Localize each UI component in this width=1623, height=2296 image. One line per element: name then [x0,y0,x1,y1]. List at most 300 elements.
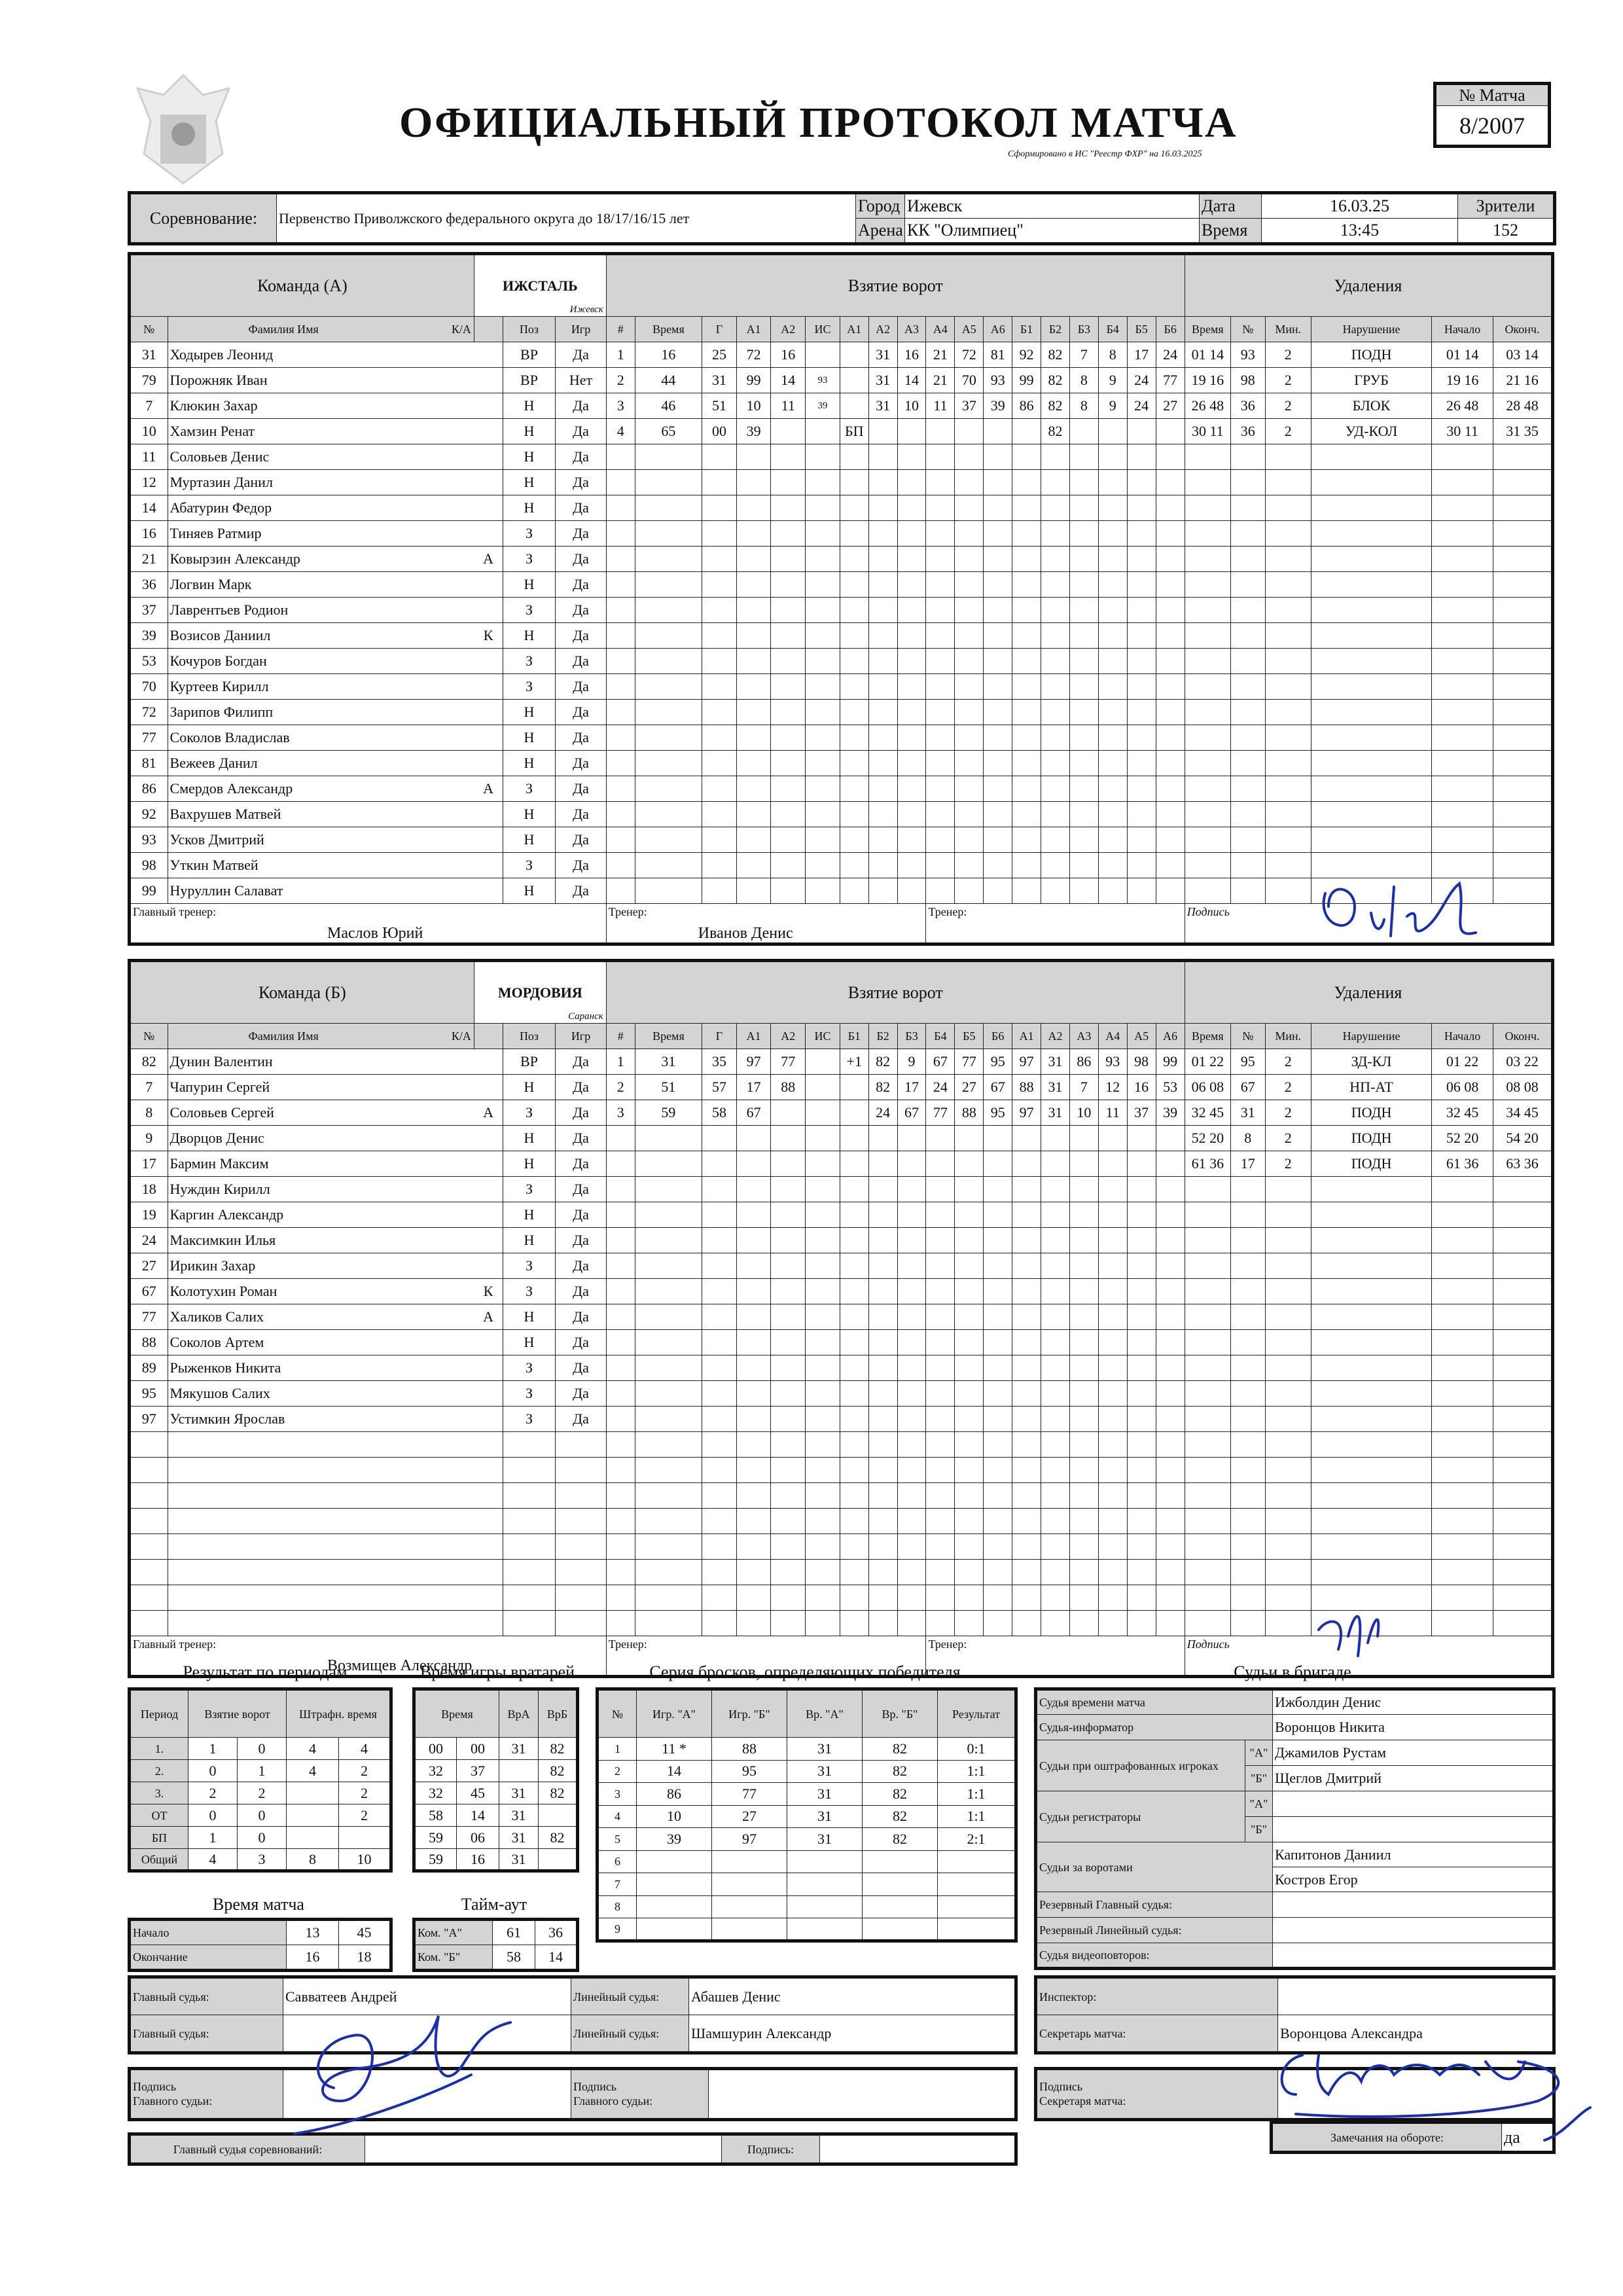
team-b-player-pos: З [503,1177,555,1202]
team-b-player-ka [474,1151,503,1177]
gk-cell: 82 [539,1782,578,1804]
timeout-table [412,1918,579,1972]
period-cell: 2 [339,1782,391,1804]
secretary-signature [1257,2036,1597,2153]
team-a-player-ka [474,419,503,444]
shootout-cell [787,1873,863,1896]
team-b-player-number: 18 [130,1177,168,1202]
team-a-player-igr: Да [556,572,607,598]
team-b-goal-cell: 31 [1041,1075,1070,1100]
match-end-h: 16 [287,1945,339,1971]
period-cell: Общий [130,1849,188,1871]
period-cell: 2. [130,1760,188,1782]
team-a-player-ka [474,521,503,547]
team-b-goal-cell: 7 [1069,1075,1098,1100]
team-a-player-name: Лаврентьев Родион [169,601,289,618]
team-b-player-igr: Да [556,1253,607,1279]
team-a-signature [1309,867,1505,952]
goal-judge-2: Костров Егор [1273,1867,1554,1892]
team-a-col-g-a2: А2 [771,317,806,342]
team-a-goal-cell: 21 [926,368,955,393]
team-b-pen-violation: ПОДН [1311,1126,1431,1151]
team-a-goal-cell [771,419,806,444]
team-b-goal-cell: 98 [1127,1049,1156,1075]
team-a-pen-minutes: 2 [1265,342,1311,368]
team-b-goal-cell: 93 [1098,1049,1127,1075]
team-a-player-ka [474,368,503,393]
line-ref-1: Абашев Денис [689,1977,1016,2015]
team-b-player-number: 89 [130,1355,168,1381]
team-b-goal-cell: 88 [955,1100,984,1126]
team-a-player-igr: Да [556,393,607,419]
team-b-goal-cell: 97 [736,1049,771,1075]
team-a-player-igr: Да [556,495,607,521]
team-a-goal-cell: 11 [771,393,806,419]
secretary-label: Секретарь матча: [1036,2015,1278,2053]
team-a-pen-violation: ГРУБ [1311,368,1431,393]
shootout-cell [712,1895,787,1918]
shootout-cell: 82 [863,1828,938,1851]
team-a-player-ka [474,674,503,700]
team-a-player-name: Абатурин Федор [169,499,272,516]
info-table [128,191,1556,245]
spectators-label: Зрители [1458,193,1555,219]
team-a-player-igr: Да [556,444,607,470]
shootout-cell: 82 [863,1738,938,1761]
team-b-player-number: 97 [130,1407,168,1432]
notes-label: Замечания на обороте: [1272,2123,1502,2153]
shootout-cell [637,1873,712,1896]
team-b-pen-player: 67 [1230,1075,1265,1100]
team-b-player-name: Соколов Артем [169,1334,264,1350]
team-a-player-number: 10 [130,419,168,444]
team-a-pen-player: 36 [1230,419,1265,444]
team-b-goal-cell: 88 [1012,1075,1041,1100]
team-a-player-pos: ВР [503,368,555,393]
informer-label: Судья-информатор [1036,1715,1273,1740]
shootout-cell [938,1895,1016,1918]
main-ref2-label: Главный судья: [130,2015,283,2053]
team-a-goals-title: Взятие ворот [606,254,1185,317]
gk-cell: 59 [414,1827,457,1849]
team-a-goal-cell: 39 [984,393,1012,419]
period-cell: 8 [287,1849,339,1871]
team-b-pen-start: 01 22 [1432,1049,1493,1075]
team-a-goal-cell: 8 [1069,393,1098,419]
team-b-player-pos: Н [503,1151,555,1177]
video-ref-label: Судья видеоповторов: [1036,1943,1273,1969]
goal-judge-1: Капитонов Даниил [1273,1842,1554,1867]
team-a-goal-cell [926,419,955,444]
team-b-pen-violation: ПОДН [1311,1151,1431,1177]
team-a-goal-cell: 16 [635,342,702,368]
shootout-cell [938,1850,1016,1873]
timeout-b-label: Ком. "Б" [414,1945,493,1971]
period-cell [339,1827,391,1849]
team-b-player-igr: Да [556,1407,607,1432]
sig-main-b-label-1: Подпись [573,2079,617,2093]
penbox-label: Судьи при оштрафованных игроках [1036,1740,1245,1791]
shootout-cell: 3 [597,1783,637,1806]
team-b-player-number: 77 [130,1304,168,1330]
team-a-goal-cell: 81 [984,342,1012,368]
shootout-cell [863,1873,938,1896]
team-b-player-ka [474,1253,503,1279]
team-b-col-on-own-5: Б5 [955,1024,984,1049]
team-a-goal-cell: 00 [702,419,737,444]
team-b-player-ka [474,1177,503,1202]
team-a-pen-end: 21 16 [1493,368,1552,393]
period-cell [287,1782,339,1804]
goalie-time-table [412,1687,579,1873]
team-a-goal-cell: 39 [736,419,771,444]
team-b-goal-cell: 11 [1098,1100,1127,1126]
reg-b-tag: "Б" [1245,1817,1273,1842]
team-b-pen-violation: НП-АТ [1311,1075,1431,1100]
date-label: Дата [1200,193,1262,219]
team-b-player-igr: Да [556,1381,607,1407]
team-b-player-number: 8 [130,1100,168,1126]
shootout-cell: 1:1 [938,1760,1016,1783]
team-b-goal-cell: 27 [955,1075,984,1100]
time-value: 13:45 [1262,219,1458,244]
team-a-player-number: 12 [130,470,168,495]
team-a-col-on-opp-2: Б2 [1041,317,1070,342]
period-cell: 0 [188,1804,238,1827]
team-a-goal-cell: 99 [1012,368,1041,393]
team-b-pen-start: 32 45 [1432,1100,1493,1126]
gk-cell: 37 [457,1760,499,1782]
periods-h-goals: Взятие ворот [188,1689,287,1738]
team-a-player-igr: Да [556,342,607,368]
team-a-goal-cell: 24 [1127,368,1156,393]
shootout-h: № [597,1689,637,1738]
team-b-player-ka [474,1407,503,1432]
periods-title: Результат по периодам [183,1662,348,1681]
shootout-cell: 7 [597,1873,637,1896]
team-a-goal-cell: БП [840,419,868,444]
team-a-player-name: Вежеев Данил [169,755,258,771]
period-cell: 4 [287,1760,339,1782]
team-b-pen-player: 31 [1230,1100,1265,1126]
team-a-player-ka [474,572,503,598]
team-a-player-ka [474,827,503,853]
team-b-goal-cell: 31 [635,1049,702,1075]
gk-cell: 06 [457,1827,499,1849]
team-a-goal-cell: 77 [1156,368,1185,393]
team-a-trainer2-label: Тренер: [928,905,967,918]
team-b-player-number: 88 [130,1330,168,1355]
main-referee-signature [288,2003,524,2147]
team-b-player-number: 7 [130,1075,168,1100]
period-cell: 2 [339,1760,391,1782]
team-b-pen-time: 61 36 [1185,1151,1230,1177]
gk-cell: 82 [539,1738,578,1760]
team-a-player-pos: Н [503,572,555,598]
shootout-cell [863,1918,938,1941]
team-b-col-g-time: Время [635,1024,702,1049]
team-b-goal-cell: 59 [635,1100,702,1126]
team-a-pen-player: 98 [1230,368,1265,393]
gk-cell: 31 [499,1738,539,1760]
team-b-sign-label: Подпись [1186,1638,1230,1651]
team-b-player-number: 24 [130,1228,168,1253]
shootout-cell: 10 [637,1805,712,1828]
team-b-col-on-own-3: Б3 [897,1024,926,1049]
notes-value: да [1502,2123,1554,2153]
team-b-goal-cell [840,1100,868,1126]
team-a-col-on-own-1: А1 [840,317,868,342]
shootout-cell: 1:1 [938,1805,1016,1828]
team-a-player-number: 21 [130,547,168,572]
period-cell: 4 [188,1849,238,1871]
date-value: 16.03.25 [1262,193,1458,219]
team-a-player-igr: Да [556,623,607,649]
team-b-goal-cell: 24 [926,1075,955,1100]
shootout-cell: 5 [597,1828,637,1851]
match-time-title: Время матча [213,1895,304,1914]
team-a-sign-label: Подпись [1186,905,1230,918]
team-b-player-pos: ВР [503,1049,555,1075]
team-b-pen-violation: ПОДН [1311,1100,1431,1126]
team-b-player-ka [474,1330,503,1355]
period-cell: 4 [339,1738,391,1760]
team-b-col-g-a2: А2 [771,1024,806,1049]
team-a-goal-cell: 17 [1127,342,1156,368]
team-b-player-igr: Да [556,1151,607,1177]
team-a-player-number: 86 [130,776,168,802]
sig-sec-label-1: Подпись [1039,2079,1083,2093]
team-b-player-ka [474,1126,503,1151]
team-b-goal-cell: 10 [1069,1100,1098,1126]
team-a-goal-cell: 14 [771,368,806,393]
main-ref-label: Главный судья: [130,1977,283,2015]
team-b-pen-player: 95 [1230,1049,1265,1075]
team-a-col-on-opp-4: Б4 [1098,317,1127,342]
team-a-player-pos: Н [503,827,555,853]
team-b-goal-cell: 31 [1041,1100,1070,1126]
team-a-goal-cell: 51 [702,393,737,419]
timeout-b-s: 14 [535,1945,578,1971]
team-a-col-g-g: Г [702,317,737,342]
shootout-cell [787,1850,863,1873]
team-a-goal-cell: 93 [984,368,1012,393]
team-a-col-pos: Поз [503,317,555,342]
team-a-player-pos: З [503,547,555,572]
team-b-goal-cell [840,1075,868,1100]
team-a-player-name: Вахрушев Матвей [169,806,281,822]
period-cell: 1 [188,1738,238,1760]
penbox-b: Щеглов Дмитрий [1273,1766,1554,1791]
team-b-col-pos: Поз [503,1024,555,1049]
team-a-col-g-is: ИС [806,317,840,342]
team-a-goal-cell: 31 [868,368,897,393]
team-a-player-name: Порожняк Иван [169,372,268,388]
sig-main-label-1: Подпись [133,2079,177,2093]
goalie-time-title: Время игры вратарей [419,1662,575,1681]
team-b-player-igr: Да [556,1228,607,1253]
team-b-player-name: Дворцов Денис [169,1130,264,1146]
team-b-goal-cell: 2 [606,1075,635,1100]
shootout-cell: 31 [787,1760,863,1783]
team-a-player-pos: Н [503,470,555,495]
team-b-table [128,959,1554,1678]
team-b-goal-cell: 35 [702,1049,737,1075]
period-cell: 1 [188,1827,238,1849]
match-end-m: 18 [339,1945,391,1971]
team-b-player-name: Бармин Максим [169,1155,269,1172]
team-a-player-ka [474,725,503,751]
team-b-col-ka: К/А [451,1030,471,1043]
team-a-player-number: 99 [130,878,168,904]
team-a-player-igr: Да [556,878,607,904]
team-a-goal-cell: 2 [606,368,635,393]
line-ref-2: Шамшурин Александр [689,2015,1016,2053]
match-start-label: Начало [130,1920,287,1945]
team-a-pen-minutes: 2 [1265,419,1311,444]
team-b-player-ka [474,1049,503,1075]
team-a-player-ka [474,878,503,904]
secretary: Воронцова Александра [1278,2015,1554,2053]
team-b-goal-cell: 31 [1041,1049,1070,1075]
team-a-player-ka: К [474,623,503,649]
team-b-player-igr: Да [556,1100,607,1126]
team-a-col-on-opp-3: Б3 [1069,317,1098,342]
team-a-player-igr: Да [556,470,607,495]
team-a-player-name: Логвин Марк [169,576,252,592]
team-b-player-igr: Да [556,1304,607,1330]
team-a-player-number: 53 [130,649,168,674]
team-a-player-name: Нуруллин Салават [169,882,283,899]
team-a-player-number: 37 [130,598,168,623]
team-a-player-ka [474,598,503,623]
team-b-pen-end: 63 36 [1493,1151,1552,1177]
team-a-player-igr: Да [556,776,607,802]
period-cell: 1 [238,1760,287,1782]
match-start-h: 13 [287,1920,339,1945]
timekeeper: Ижболдин Денис [1273,1689,1554,1715]
team-a-col-ka: К/А [451,323,471,336]
team-a-goal-cell [897,419,926,444]
team-a-goal-cell: 8 [1069,368,1098,393]
period-cell: 0 [238,1804,287,1827]
shootout-h: Вр. "А" [787,1689,863,1738]
team-b-col-g-a1: А1 [736,1024,771,1049]
team-a-goal-cell: 99 [736,368,771,393]
team-a-pen-start: 26 48 [1432,393,1493,419]
team-a-goal-cell: 82 [1041,393,1070,419]
team-b-player-number: 82 [130,1049,168,1075]
team-b-col-on-own-1: Б1 [840,1024,868,1049]
line-ref2-label: Линейный судья: [571,2015,689,2053]
team-a-goal-cell: 72 [955,342,984,368]
team-a-city: Ижевск [569,304,603,315]
periods-h-period: Период [130,1689,188,1738]
team-a-goal-cell: 3 [606,393,635,419]
team-b-col-p-num: № [1230,1024,1265,1049]
gk-cell: 45 [457,1782,499,1804]
team-b-col-on-own-6: Б6 [984,1024,1012,1049]
team-a-pen-time: 30 11 [1185,419,1230,444]
team-a-goal-cell: 10 [897,393,926,419]
sign2-label: Подпись: [722,2134,820,2164]
timeout-b-m: 58 [493,1945,535,1971]
team-b-player-ka [474,1202,503,1228]
shootout-cell [787,1895,863,1918]
team-a-player-pos: Н [503,700,555,725]
team-b-player-pos: Н [503,1304,555,1330]
city-label: Город [856,193,905,219]
period-cell [287,1827,339,1849]
signature-table [128,2067,1018,2121]
shootout-cell: 31 [787,1738,863,1761]
team-a-player-number: 16 [130,521,168,547]
team-a-player-pos: Н [503,878,555,904]
team-a-goal-cell: 14 [897,368,926,393]
team-a-goal-cell: 93 [806,368,840,393]
shootout-cell: 31 [787,1805,863,1828]
shootout-cell [637,1918,712,1941]
period-cell: 2 [238,1782,287,1804]
team-b-player-igr: Да [556,1126,607,1151]
team-b-col-igr: Игр [556,1024,607,1049]
team-b-signature [1302,1590,1400,1662]
shootout-cell: 9 [597,1918,637,1941]
period-cell: 4 [287,1738,339,1760]
team-b-goal-cell: 88 [771,1075,806,1100]
team-b-player-pos: З [503,1279,555,1304]
team-a-player-name: Хамзин Ренат [169,423,255,439]
team-a-name: ИЖСТАЛЬ [503,277,578,294]
team-a-player-number: 31 [130,342,168,368]
team-b-player-pos: З [503,1355,555,1381]
team-a-goal-cell: 37 [955,393,984,419]
team-a-player-pos: Н [503,725,555,751]
shootout-cell [938,1918,1016,1941]
team-a-pen-violation: ПОДН [1311,342,1431,368]
team-a-player-ka [474,700,503,725]
line-ref-label: Линейный судья: [571,1977,689,2015]
shootout-cell: 0:1 [938,1738,1016,1761]
team-a-goal-cell: 82 [1041,368,1070,393]
gk-cell [499,1760,539,1782]
team-a-player-ka: А [474,776,503,802]
team-b-col-g-g: Г [702,1024,737,1049]
team-b-goal-cell: 17 [736,1075,771,1100]
team-a-player-name: Возисов Даниил [169,627,271,643]
shootout-cell: 2:1 [938,1828,1016,1851]
team-a-player-igr: Да [556,521,607,547]
team-a-pen-start: 19 16 [1432,368,1493,393]
team-b-player-name: Колотухин Роман [169,1283,277,1299]
team-a-goal-cell: 31 [868,342,897,368]
team-b-player-name: Мякушов Салих [169,1385,270,1401]
team-a-goal-cell: 4 [606,419,635,444]
team-a-goal-cell: 46 [635,393,702,419]
gk-cell: 31 [499,1804,539,1827]
period-cell: 3 [238,1849,287,1871]
team-b-player-number: 95 [130,1381,168,1407]
team-b-penalties-title: Удаления [1185,961,1552,1024]
team-b-player-number: 9 [130,1126,168,1151]
team-b-goal-cell: 77 [955,1049,984,1075]
team-a-trainer-label: Тренер: [608,905,647,918]
period-cell: 2 [188,1782,238,1804]
team-a-player-name: Ходырев Леонид [169,346,274,363]
shootout-cell [712,1850,787,1873]
team-b-player-igr: Да [556,1075,607,1100]
shootout-cell: 4 [597,1805,637,1828]
